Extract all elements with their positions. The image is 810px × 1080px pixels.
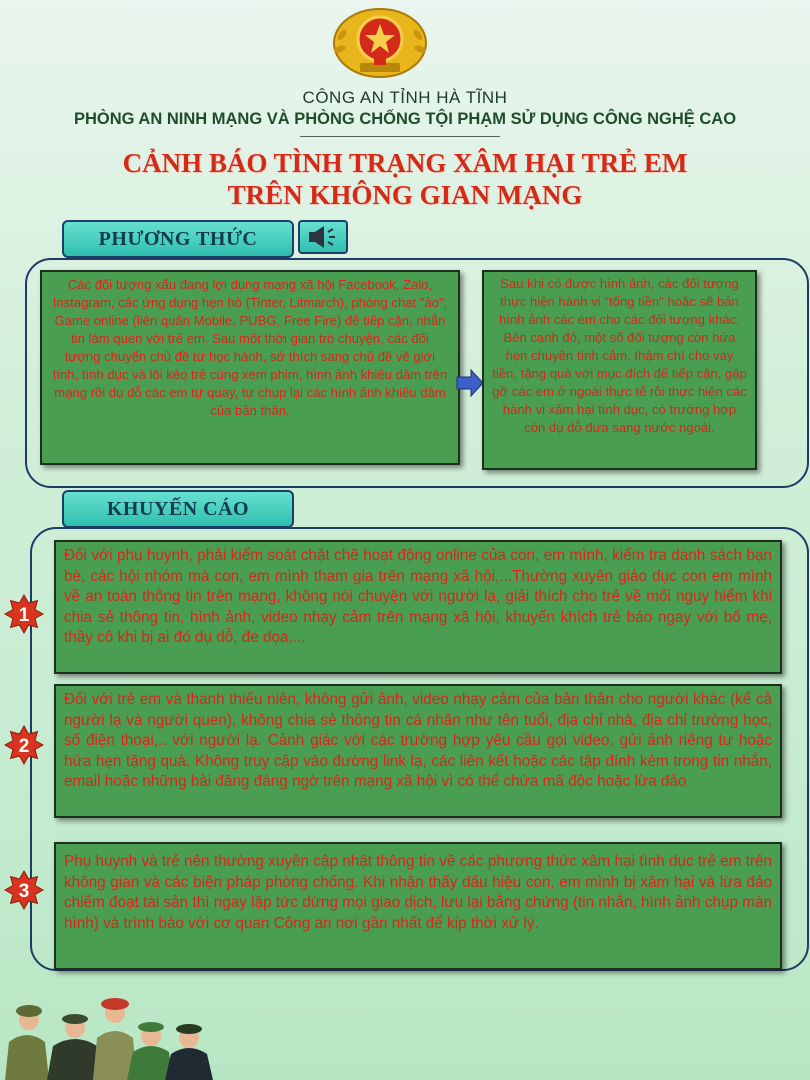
speaker-button[interactable] xyxy=(298,220,348,254)
methods-right-box: Sau khi có được hình ảnh, các đối tượng thực hiện hành vi "tống tiền" hoặc sẽ bán hình ảnh các em cho các đối tượng khác. Bên cạnh đó, một số đối tượng còn hứa hẹn chuyện tình cảm, thậm chí cho vay tiền, tặng quà với mục đích để tiếp cận, gặp gỡ các em ở ngoài thực tế rồi thực hiện các hành vi xâm hại tình dục, có trường hợp còn dụ dỗ đưa sang nước ngoài. xyxy=(482,270,757,470)
page-title-line1: CẢNH BÁO TÌNH TRẠNG XÂM HẠI TRẺ EM xyxy=(122,148,688,178)
badge-number: 1 xyxy=(18,605,30,626)
organization-name: CÔNG AN TỈNH HÀ TĨNH xyxy=(302,88,508,107)
police-emblem-icon xyxy=(330,5,430,83)
number-star-badge-icon xyxy=(4,725,44,765)
badge-number: 3 xyxy=(18,881,30,902)
number-star-badge-icon xyxy=(4,594,44,634)
recommendation-item-3: Phụ huynh và trẻ nên thường xuyên cập nhật thông tin về các phương thức xâm hại tình dục trẻ em trên không gian và các biện pháp phòng chống. Khi nhận thấy dấu hiệu con, em mình bị xâm hại và lừa đảo chiếm đoạt tài sản thì ngay lập tức dừng mọi giao dịch, lưu lại bằng chứng (tin nhắn, hình ảnh chụp màn hình) và trình báo với cơ quan Công an nơi gần nhất để kịp thời xử lý. xyxy=(54,842,782,970)
right-arrow-icon xyxy=(455,368,485,398)
number-star-badge-icon xyxy=(4,870,44,910)
police-officers-illustration xyxy=(5,980,215,1080)
recommendations-heading: KHUYẾN CÁO xyxy=(62,490,294,528)
methods-heading: PHƯƠNG THỨC xyxy=(62,220,294,258)
page-title-line2: TRÊN KHÔNG GIAN MẠNG xyxy=(227,180,583,210)
badge-number: 2 xyxy=(18,736,30,757)
divider xyxy=(300,136,500,137)
methods-left-box: Các đối tượng xấu đang lợi dụng mạng xã hội Facebook, Zalo, Instagram, các ứng dụng hẹn hò (Tinter, Litmarch), phòng chat "ảo", Game online (liên quân Mobile, PUBG, Free Fire) để tiếp cận, nhắn tin làm quen với trẻ em. Sau một thời gian trò chuyện, các đối tượng chuyển chủ đề từ học hành, sở thích sang chủ đề về giới tính, tình dục và lôi kéo trẻ cùng xem phim, hình ảnh khiêu dâm trên mạng rồi dụ dỗ các em tự quay, tự chụp lại các hình ảnh khiêu dâm của bản thân. xyxy=(40,270,460,465)
department-name: PHÒNG AN NINH MẠNG VÀ PHÒNG CHỐNG TỘI PHẠM SỬ DỤNG CÔNG NGHỆ CAO xyxy=(73,110,737,128)
speaker-icon xyxy=(300,222,346,252)
recommendation-item-1: Đối với phụ huynh, phải kiểm soát chặt chẽ hoạt động online của con, em mình, kiểm tra danh sách bạn bè, các hội nhóm mà con, em mình tham gia trên mạng xã hội,...Thường xuyên giáo dục con em mình về an toàn thông tin trên mạng, không nói chuyện với người lạ, giải thích cho trẻ về mối nguy hiểm khi chia sẻ thông tin, hình ảnh, video nhạy cảm trên mạng xã hội, khuyến khích trẻ báo ngay với bố mẹ, thầy cô khi bị ai đó dụ dỗ, đe dọa,... xyxy=(54,540,782,674)
recommendation-item-2: Đối với trẻ em và thanh thiếu niên, không gửi ảnh, video nhạy cảm của bản thân cho người khác (kể cả người lạ và người quen), không chia sẻ thông tin cá nhân như tên tuổi, địa chỉ nhà, địa chỉ trường học, số điện thoại,.. với người lạ. Cảnh giác với các trường hợp yêu cầu gọi video, gửi ảnh riêng tư hoặc hứa hẹn tặng quà. Không truy cập vào đường link lạ, các liên kết hoặc các tập đính kèm trong tin nhắn, email hoặc những bài đăng đáng ngờ trên mạng xã hội vì có thể chứa mã độc hoặc lừa đảo xyxy=(54,684,782,818)
